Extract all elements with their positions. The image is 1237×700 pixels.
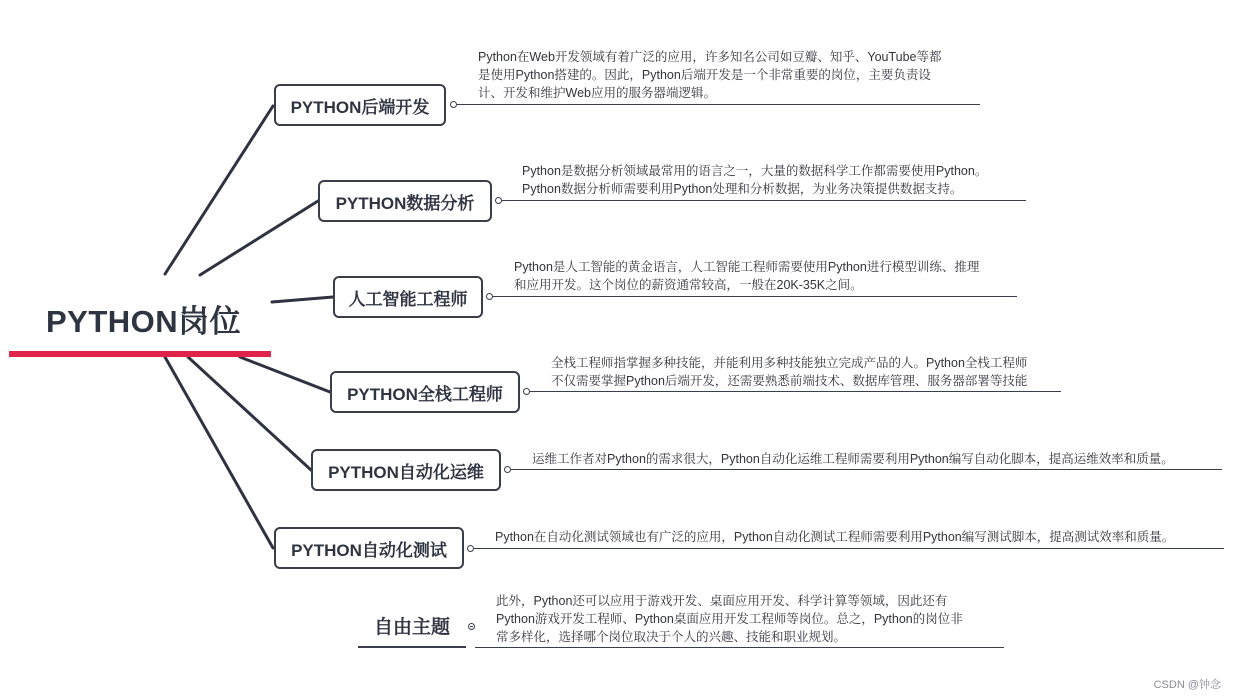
note-line: 是使用Python搭建的。因此，Python后端开发是一个非常重要的岗位，主要负责设 bbox=[478, 68, 931, 82]
note-line: 常多样化，选择哪个岗位取决于个人的兴趣、技能和职业规划。 bbox=[496, 630, 847, 644]
topic-test-automation-label: PYTHON自动化测试 bbox=[291, 540, 447, 560]
free-topic-note bbox=[496, 592, 963, 646]
topic-ai-engineer[interactable] bbox=[333, 276, 483, 318]
topic-fullstack-note bbox=[551, 354, 1027, 390]
topic-ops-automation[interactable] bbox=[311, 449, 501, 491]
connector-ai bbox=[272, 297, 333, 302]
topic-test-automation-note bbox=[495, 528, 1174, 546]
note-line: 不仅需要掌握Python后端开发，还需要熟悉前端技术、数据库管理、服务器部署等技能 bbox=[551, 374, 1028, 388]
connector-backend bbox=[165, 106, 273, 274]
source-watermark: CSDN @钟念 bbox=[1153, 679, 1221, 691]
topic-ops-automation-line bbox=[511, 469, 1222, 470]
note-line: 计、开发和维护Web应用的服务器端逻辑。 bbox=[478, 86, 716, 100]
topic-backend[interactable] bbox=[274, 84, 446, 126]
topic-fullstack-line bbox=[530, 391, 1061, 392]
topic-ai-engineer-label: 人工智能工程师 bbox=[348, 289, 468, 309]
note-line: 此外，Python还可以应用于游戏开发、桌面应用开发、科学计算等领域，因此还有 bbox=[496, 594, 948, 608]
root-topic-underline bbox=[9, 351, 271, 357]
note-line: 运维工作者对Python的需求很大，Python自动化运维工程师需要利用Python编写自动化脚本，提高运维效率和质量。 bbox=[532, 452, 1174, 466]
note-line: Python是数据分析领域最常用的语言之一，大量的数据科学工作都需要使用Python。 bbox=[522, 164, 988, 178]
topic-backend-line bbox=[457, 104, 980, 105]
free-topic-label: 自由主题 bbox=[373, 616, 450, 638]
note-line: Python是人工智能的黄金语言，人工智能工程师需要使用Python进行模型训练、推理 bbox=[514, 260, 980, 274]
note-line: Python在自动化测试领域也有广泛的应用，Python自动化测试工程师需要利用Python编写测试脚本，提高测试效率和质量。 bbox=[495, 530, 1175, 544]
free-topic[interactable] bbox=[358, 604, 466, 648]
collapse-toggle-icon[interactable] bbox=[450, 101, 457, 108]
note-line: Python数据分析师需要利用Python处理和分析数据，为业务决策提供数据支持。 bbox=[522, 182, 963, 196]
connector-ops bbox=[188, 357, 311, 470]
connector-data-analysis bbox=[200, 201, 318, 275]
topic-ai-engineer-line bbox=[493, 296, 1017, 297]
note-line: 全栈工程师指掌握多种技能，并能利用多种技能独立完成产品的人。Python全栈工程师 bbox=[551, 356, 1028, 370]
topic-data-analysis-label: PYTHON数据分析 bbox=[335, 193, 475, 213]
connector-fullstack bbox=[240, 357, 330, 392]
collapse-toggle-icon[interactable] bbox=[495, 197, 502, 204]
topic-test-automation-line bbox=[474, 548, 1224, 549]
collapse-toggle-icon[interactable] bbox=[504, 466, 511, 473]
topic-ai-engineer-note bbox=[514, 258, 979, 294]
topic-fullstack[interactable] bbox=[330, 371, 520, 413]
topic-data-analysis-line bbox=[502, 200, 1026, 201]
topic-fullstack-label: PYTHON全栈工程师 bbox=[347, 384, 503, 404]
collapse-toggle-icon[interactable] bbox=[486, 293, 493, 300]
free-topic-line bbox=[475, 647, 1004, 648]
topic-backend-note bbox=[478, 48, 942, 102]
note-line: Python游戏开发工程师、Python桌面应用开发工程师等岗位。总之，Python的岗位非 bbox=[496, 612, 963, 626]
note-line: 和应用开发。这个岗位的薪资通常较高，一般在20K-35K之间。 bbox=[514, 278, 863, 292]
topic-data-analysis[interactable] bbox=[318, 180, 492, 222]
collapse-toggle-icon[interactable] bbox=[467, 545, 474, 552]
topic-ops-automation-note bbox=[532, 450, 1174, 468]
root-topic-title[interactable]: PYTHON岗位 bbox=[46, 304, 242, 339]
topic-test-automation[interactable] bbox=[274, 527, 464, 569]
topic-ops-automation-label: PYTHON自动化运维 bbox=[328, 462, 484, 482]
topic-data-analysis-note bbox=[522, 162, 987, 198]
note-line: Python在Web开发领域有着广泛的应用，许多知名公司如豆瓣、知乎、YouTube等都 bbox=[478, 50, 942, 64]
collapse-toggle-icon[interactable] bbox=[523, 388, 530, 395]
topic-backend-label: PYTHON后端开发 bbox=[290, 97, 430, 117]
collapse-toggle-icon[interactable] bbox=[468, 623, 475, 630]
